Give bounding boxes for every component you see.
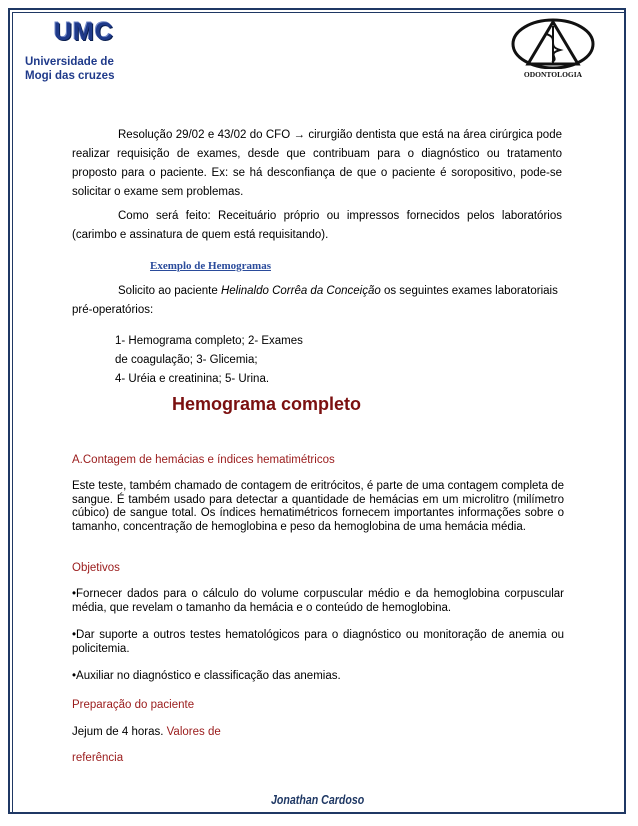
referencia-label: referência <box>72 752 124 764</box>
objetivo-item: •Fornecer dados para o cálculo do volume corpuscular médio e da hemoglobina corpuscular média, que revelam o tamanho da hemácia e o conteúdo de hemoglobina. <box>72 588 564 614</box>
university-name <box>25 55 114 83</box>
patient-name: Helinaldo Corrêa da Conceição <box>220 285 381 297</box>
exam-list-line: 4- Uréia e creatinina; 5- Urina. <box>115 373 270 385</box>
umc-logo: UMC <box>54 18 114 46</box>
odontologia-logo <box>508 18 598 80</box>
section-heading-a: A.Contagem de hemácias e índices hematimétricos <box>72 454 335 466</box>
jejum-line <box>72 726 564 740</box>
section-title: Hemograma completo <box>172 394 362 414</box>
request-suffix: os seguintes exames laboratoriais pré-operatórios: <box>72 285 558 316</box>
footer-author: Jonathan Cardoso <box>271 793 365 807</box>
request-prefix: Solicito ao paciente <box>118 285 221 297</box>
exam-list-line: 1- Hemograma completo; 2- Exames <box>115 335 303 347</box>
exam-list <box>115 332 303 389</box>
intro-paragraph-2: Como será feito: Receituário próprio ou impressos fornecidos pelos laboratórios (carimbo e assinatura de quem está requisitando). <box>72 210 562 241</box>
section-body-a: Este teste, também chamado de contagem de eritrócitos, é parte de uma contagem completa de sangue. É também usado para detectar a quantidade de hemácias em um microlitro (milímetro cúbico) de sangue total. Os índices hematimétricos fornecem importantes informações sobre o tamanho, concentração de hemoglobina e peso da hemoglobina de uma hemácia média. <box>72 480 564 533</box>
university-line-2: Mogi das cruzes <box>25 70 115 82</box>
preparacao-label: Preparação do paciente <box>72 699 195 711</box>
intro-paragraph-3 <box>72 282 562 320</box>
odontologia-logo-text: ODONTOLOGIA <box>523 70 583 79</box>
hemogram-example-title: Exemplo de Hemogramas <box>150 260 271 272</box>
university-line-1: Universidade de <box>25 56 114 68</box>
jejum-text: Jejum de 4 horas. <box>72 726 167 738</box>
intro-paragraph-1: Resolução 29/02 e 43/02 do CFO → cirurgião dentista que está na área cirúrgica pode realizar requisição de exames, desde que contribuam para o diagnóstico ou tratamento proposto para o paciente. Ex: se há desconfiança de que o paciente é soropositivo, pode-se solicitar o exame sem problemas. <box>72 129 562 198</box>
objetivos-label: Objetivos <box>72 562 120 574</box>
objetivo-item: •Dar suporte a outros testes hematológicos para o diagnóstico ou monitoração de anemia ou policitemia. <box>72 629 564 655</box>
exam-list-line: de coagulação; 3- Glicemia; <box>115 354 258 366</box>
valores-label: Valores de <box>166 726 221 738</box>
objetivo-item: •Auxiliar no diagnóstico e classificação das anemias. <box>72 670 341 682</box>
